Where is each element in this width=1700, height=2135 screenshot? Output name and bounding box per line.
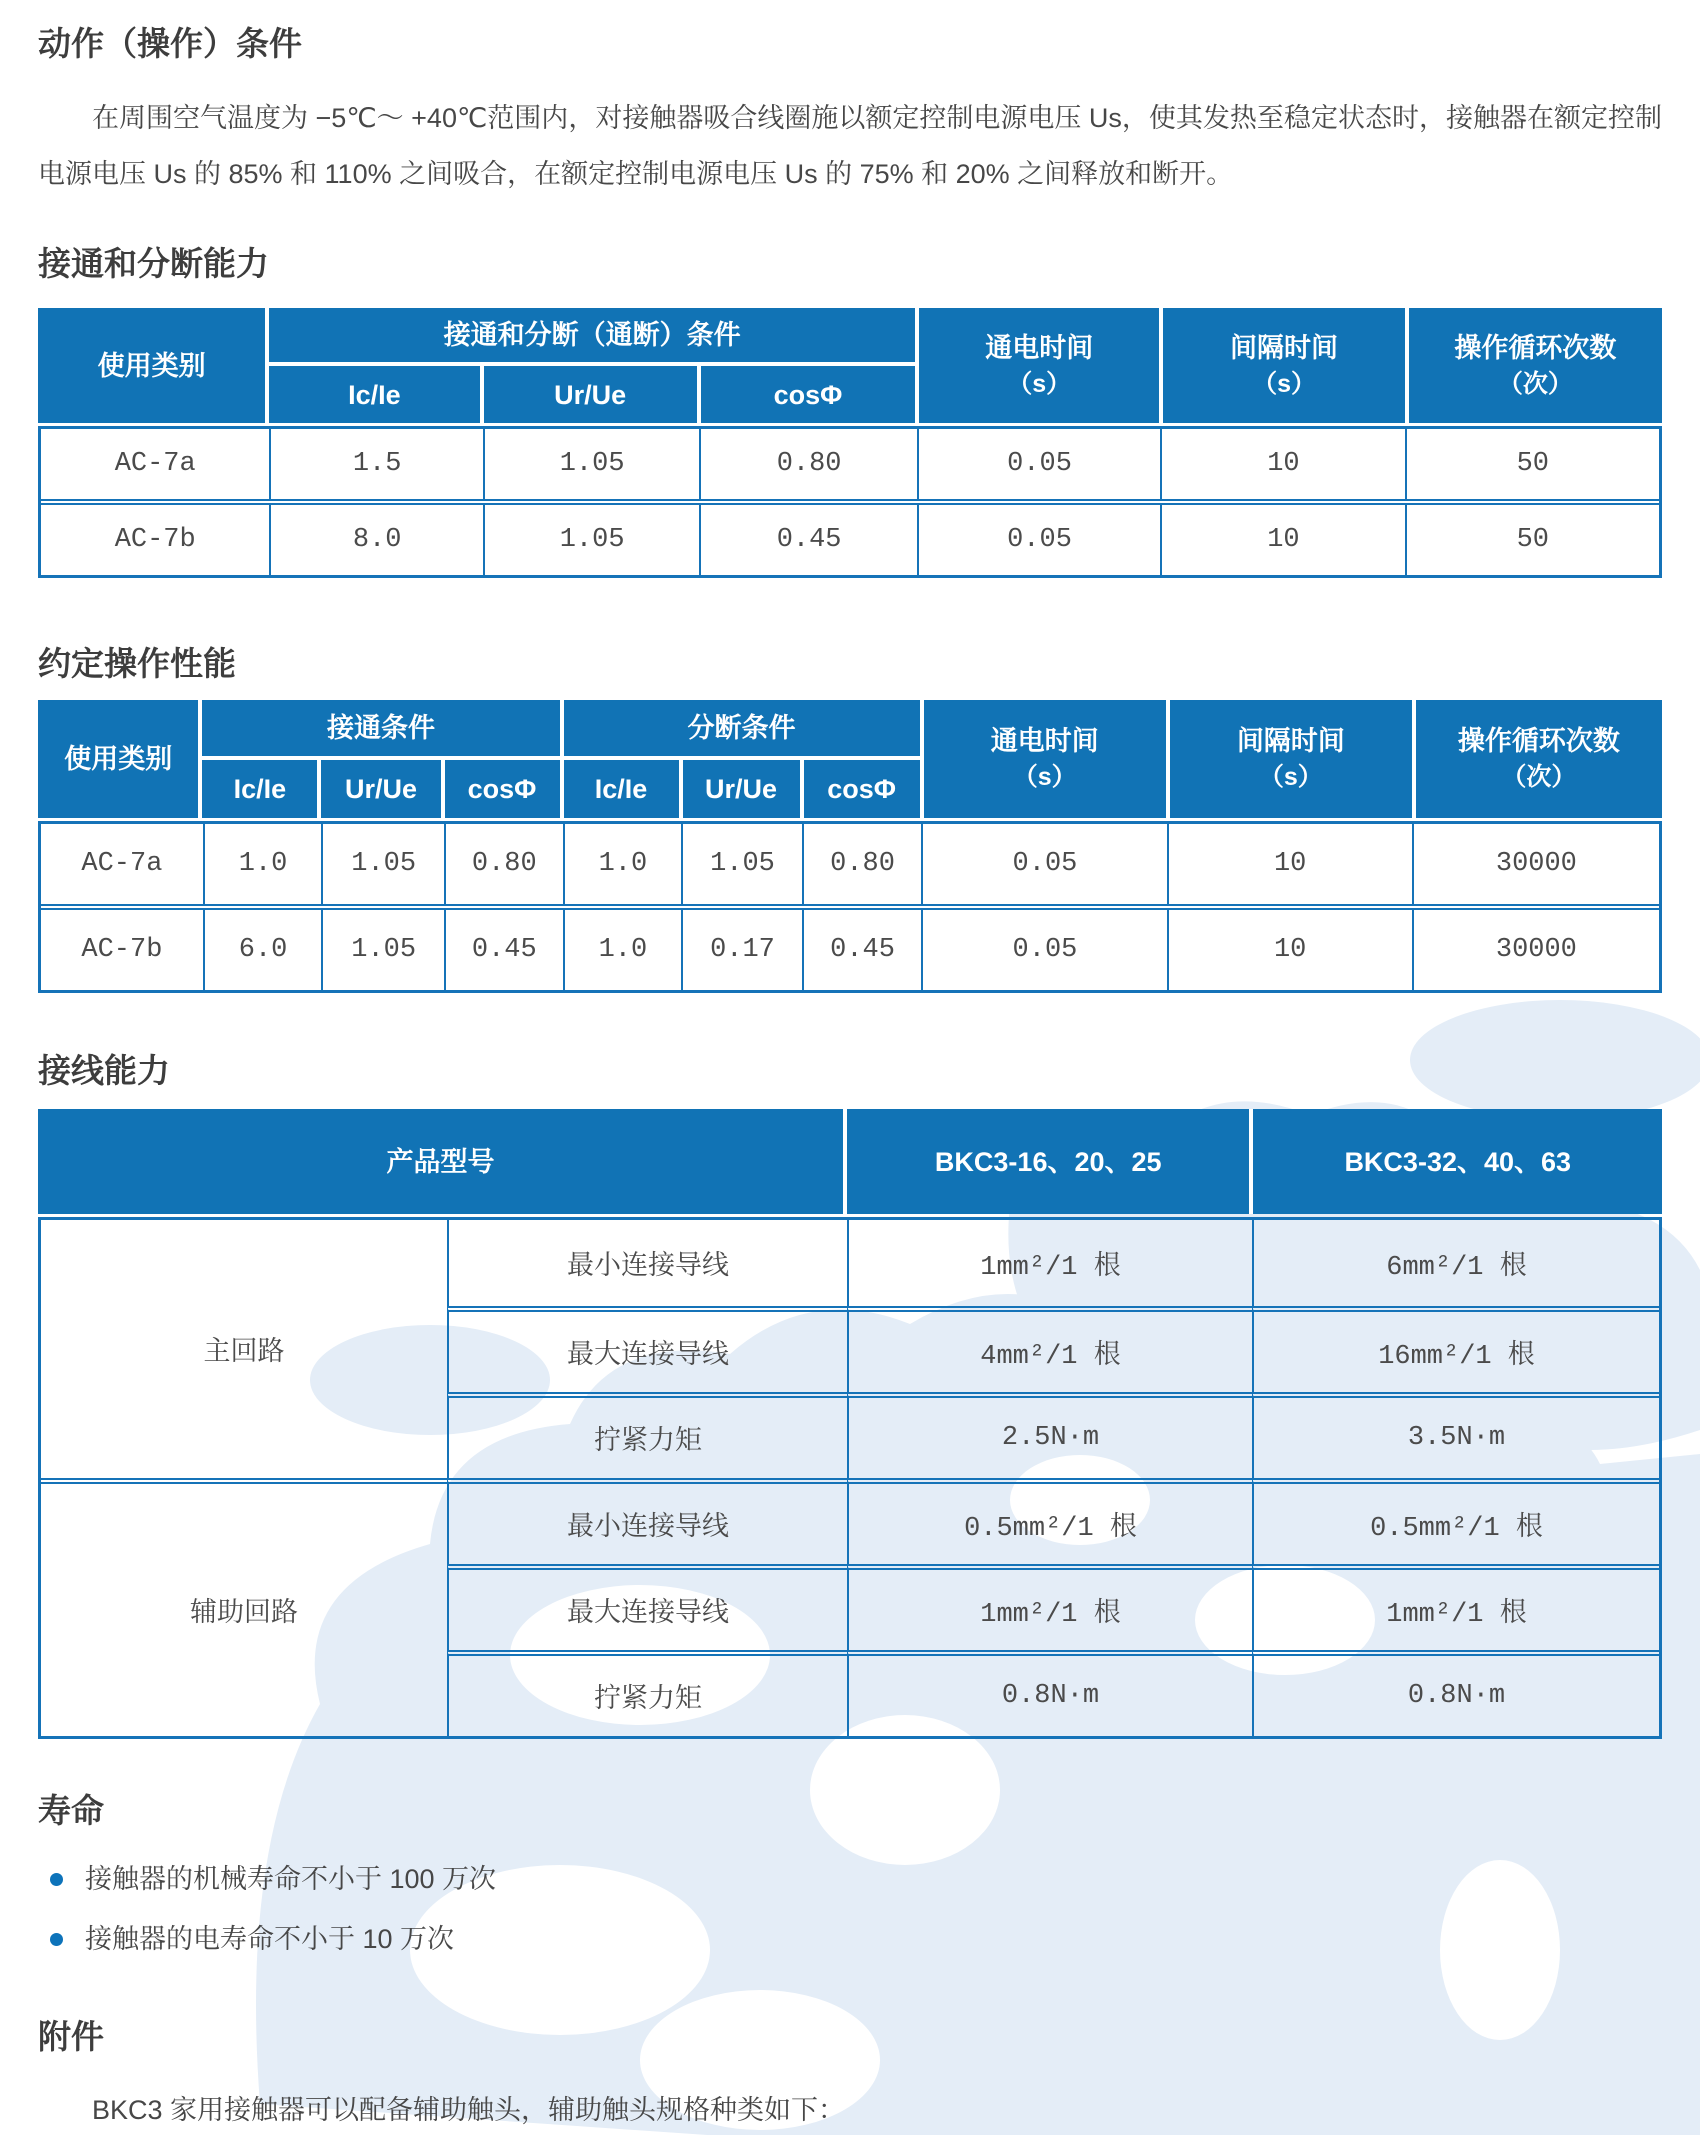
th-interval-time-unit: （s）: [1252, 369, 1316, 398]
table-row: [41, 499, 1659, 575]
table-row: [41, 824, 1659, 904]
th-cos-phi: [701, 366, 919, 423]
th-ic-ie-label: Ic/Ie: [233, 774, 287, 804]
list-item: [50, 1859, 1662, 1899]
cell-category: AC-7a: [41, 824, 205, 904]
conventional-performance-table-header: [38, 700, 1662, 818]
th-model-large-label: BKC3-32、40、63: [1344, 1146, 1572, 1177]
cell-value: 1.0: [565, 910, 684, 990]
wiring-capacity-table: [38, 1109, 1662, 1739]
making-breaking-table-body: [38, 426, 1662, 578]
cell-value: 30000: [1495, 849, 1577, 879]
th-on-time-unit: （s）: [1012, 763, 1077, 791]
th-on-time-unit: （s）: [1007, 369, 1072, 398]
th-ur-ue: [321, 760, 444, 818]
cell-value: 1.05: [683, 824, 804, 904]
cell-value: 50: [1516, 449, 1549, 479]
accessories-paragraph: BKC3 家用接触器可以配备辅助触头，辅助触头规格种类如下：: [92, 2095, 846, 2125]
th-breaking-group-label: 分断条件: [687, 713, 796, 743]
bullet-text-electrical-life: 接触器的电寿命不小于 10 万次: [85, 1924, 455, 1954]
table-row: [41, 429, 1659, 499]
th-product-model: [38, 1109, 847, 1214]
cell-value: 0.8N·m: [1252, 1650, 1659, 1736]
cell-value: 0.80: [701, 429, 918, 499]
th-conditions-group: [269, 308, 919, 366]
cell-value: 8.0: [271, 505, 484, 575]
cell-value: 1.05: [485, 505, 701, 575]
th-cos-phi-label: cosΦ: [467, 774, 537, 804]
cell-value: 3.5N·m: [1252, 1392, 1659, 1478]
section-title-wiring-capacity: 接线能力: [38, 1052, 170, 1089]
th-breaking-group: [564, 700, 924, 760]
th-ur-ue-label: Ur/Ue: [344, 774, 417, 804]
cell-value: 0.45: [446, 910, 565, 990]
cell-value: 50: [1516, 525, 1549, 555]
cell-row-label: 拧紧力矩: [447, 1392, 847, 1478]
th-cycles: [1409, 308, 1662, 423]
wiring-capacity-table-header: [38, 1109, 1662, 1214]
th-usage-category: [38, 700, 202, 818]
th-model-large: [1253, 1109, 1662, 1214]
th-cycles-unit: （次）: [1501, 763, 1577, 791]
th-interval-time-label: 间隔时间: [1230, 332, 1339, 363]
cell-category: AC-7b: [41, 910, 205, 990]
cell-value: 0.45: [701, 505, 918, 575]
th-ur-ue-label: Ur/Ue: [705, 774, 778, 804]
cell-value: 1mm²/1 根: [847, 1564, 1252, 1650]
th-cycles-unit: （次）: [1497, 369, 1573, 398]
th-cycles: [1416, 700, 1662, 818]
th-cycles-label: 操作循环次数: [1457, 726, 1620, 756]
cell-value: 0.05: [923, 910, 1168, 990]
th-interval-time-label: 间隔时间: [1236, 726, 1345, 756]
cell-row-label: 最小连接导线: [447, 1478, 847, 1564]
th-conditions-group-label: 接通和分断（通断）条件: [443, 320, 741, 350]
cell-value: 1.0: [205, 824, 324, 904]
cell-category: AC-7a: [41, 429, 271, 499]
th-cos-phi-label: cosΦ: [827, 774, 896, 804]
cell-value: 10: [1169, 910, 1414, 990]
th-model-small-label: BKC3-16、20、25: [934, 1146, 1162, 1177]
conventional-performance-table: [38, 700, 1662, 993]
cell-value: 0.80: [446, 824, 565, 904]
operating-conditions-paragraph: 在周围空气温度为 −5℃～ +40℃范围内，对接触器吸合线圈施以额定控制电源电压 Us，使其发热至稳定状态时，接触器在额定控制电源电压 Us 的 85% 和 110% 之间吸合，在额定控制电源电压 Us 的 75% 和 20% 之间释放和断开。: [38, 103, 1662, 189]
cell-value: 0.05: [919, 505, 1162, 575]
section-title-making-breaking: 接通和分断能力: [38, 245, 269, 282]
cell-value: 30000: [1495, 935, 1577, 965]
th-ic-ie: [202, 760, 321, 818]
th-ur-ue: [683, 760, 804, 818]
cell-value: 1.05: [485, 429, 701, 499]
list-item: [50, 1919, 1662, 1959]
th-usage-category-label: 使用类别: [64, 744, 173, 774]
conventional-performance-table-body: [38, 821, 1662, 993]
cell-value: 1.05: [323, 910, 446, 990]
th-cycles-label: 操作循环次数: [1454, 332, 1617, 363]
cell-value: 1.0: [565, 824, 684, 904]
th-ic-ie: [564, 760, 683, 818]
bullet-dot-icon: [50, 1933, 63, 1946]
th-ic-ie-label: Ic/Ie: [348, 379, 401, 410]
th-making-group: [202, 700, 563, 760]
wiring-capacity-table-body: [38, 1217, 1662, 1739]
cell-value: 6mm²/1 根: [1252, 1220, 1659, 1306]
th-cos-phi: [804, 760, 924, 818]
cell-value: 1mm²/1 根: [847, 1220, 1252, 1306]
cell-value: 10: [1162, 429, 1406, 499]
th-interval-time-unit: （s）: [1258, 763, 1323, 791]
cell-value: 0.5mm²/1 根: [1252, 1478, 1659, 1564]
cell-value: 0.05: [923, 824, 1168, 904]
th-on-time: [924, 700, 1170, 818]
cell-value: 1.05: [323, 824, 446, 904]
th-interval-time: [1170, 700, 1416, 818]
cell-group-auxiliary-circuit: 辅助回路: [41, 1478, 447, 1736]
cell-row-label: 最大连接导线: [447, 1306, 847, 1392]
th-ic-ie: [269, 366, 483, 423]
cell-value: 0.45: [804, 910, 924, 990]
cell-row-label: 最大连接导线: [447, 1564, 847, 1650]
th-on-time-label: 通电时间: [990, 726, 1099, 756]
th-model-small: [847, 1109, 1254, 1214]
making-breaking-table: [38, 308, 1662, 578]
cell-value: 0.80: [804, 824, 924, 904]
th-on-time-label: 通电时间: [985, 332, 1094, 363]
cell-value: 10: [1162, 505, 1406, 575]
cell-value: 0.05: [919, 429, 1162, 499]
cell-value: 6.0: [205, 910, 324, 990]
th-usage-category-label: 使用类别: [97, 350, 206, 381]
th-cos-phi-label: cosΦ: [773, 379, 843, 410]
bullet-dot-icon: [50, 1873, 63, 1886]
cell-group-main-circuit: 主回路: [203, 1339, 285, 1369]
th-ic-ie-label: Ic/Ie: [594, 774, 648, 804]
cell-value: 10: [1169, 824, 1414, 904]
section-title-operating-conditions: 动作（操作）条件: [38, 25, 302, 62]
cell-value: 1mm²/1 根: [1252, 1564, 1659, 1650]
cell-value: 1.5: [271, 429, 484, 499]
cell-value: 0.17: [683, 910, 804, 990]
cell-value: 0.8N·m: [847, 1650, 1252, 1736]
cell-value: 2.5N·m: [847, 1392, 1252, 1478]
th-product-model-label: 产品型号: [386, 1146, 495, 1177]
cell-value: 0.5mm²/1 根: [847, 1478, 1252, 1564]
cell-category: AC-7b: [41, 505, 271, 575]
making-breaking-table-header: [38, 308, 1662, 423]
cell-row-label: 拧紧力矩: [447, 1650, 847, 1736]
th-making-group-label: 接通条件: [326, 713, 435, 743]
th-interval-time: [1163, 308, 1408, 423]
th-on-time: [919, 308, 1163, 423]
bullet-text-mechanical-life: 接触器的机械寿命不小于 100 万次: [85, 1864, 497, 1894]
cell-row-label: 最小连接导线: [447, 1220, 847, 1306]
section-title-accessories: 附件: [38, 2018, 104, 2055]
table-row: [41, 904, 1659, 990]
section-title-lifespan: 寿命: [38, 1792, 104, 1829]
cell-value: 16mm²/1 根: [1252, 1306, 1659, 1392]
th-usage-category: [38, 308, 269, 423]
cell-value: 4mm²/1 根: [847, 1306, 1252, 1392]
th-ur-ue: [484, 366, 701, 423]
th-cos-phi: [445, 760, 564, 818]
section-title-conventional-performance: 约定操作性能: [38, 645, 236, 682]
th-ur-ue-label: Ur/Ue: [554, 379, 627, 410]
